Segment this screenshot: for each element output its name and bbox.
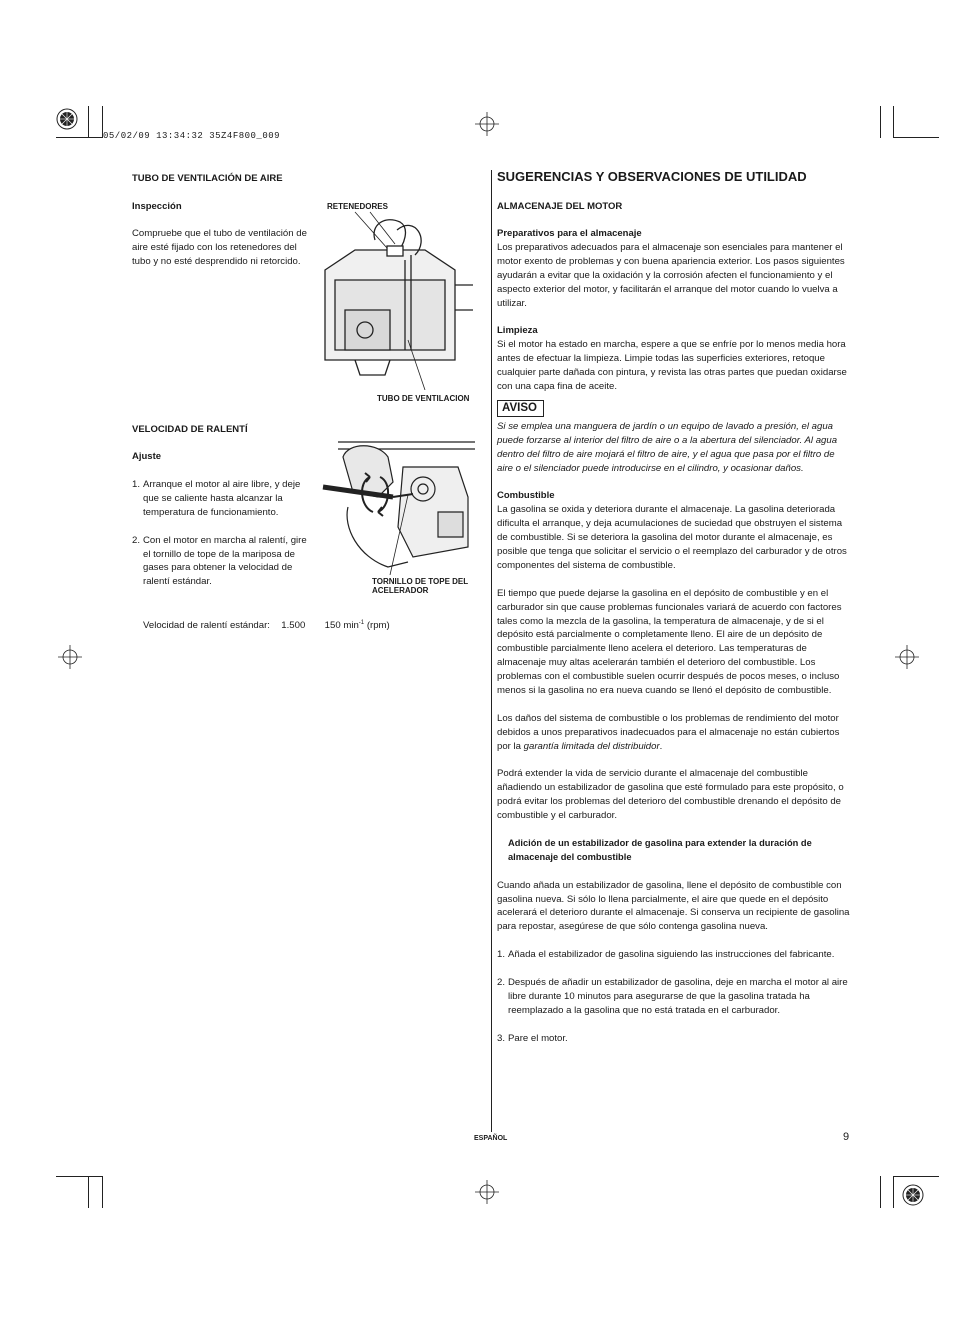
figure-label-vent-tube: TUBO DE VENTILACION: [377, 394, 470, 403]
right-body: [497, 227, 852, 1046]
notice-text: Si se emplea una manguera de jardín o un equipo de lavado a presión, el agua puede forzarse al interior del filtro de aire o a la abertura del silenciador. Al agua dentro del filtro de aire mojará el filtro de aire, y el agua que pasa por el filtro de aire o el silenciador puede introducirse en el cilindro, y ocasionar daños.: [497, 420, 838, 474]
clean-title: Limpieza: [497, 325, 538, 337]
page-number: 9: [843, 1131, 850, 1143]
inspection-text: Compruebe que el tubo de ventilación de aire esté fijado con los retenedores del tubo y no esté desprendido ni retorcido.: [132, 228, 307, 267]
fuel-paragraph-2: El tiempo que puede dejarse la gasolina en el depósito de combustible y en el carburador sin que cause problemas funcionales variará de acuerdo con factores tales como la mezcla de la gasolina, la temperatura de almacenaje, y de si el depósito está parcialmente o completamente lleno. El aire de un depósito de combustible parcialmente lleno acelera el deterioro. Las temperaturas de almacenaje muy altas acelerarán también el deterioro del combustible. Los problemas con el combustible suelen ocurrir después de pocos meses, o incluso menos si la gasolina no era nueva cuando se llenó el depósito de combustible.: [497, 587, 842, 697]
ventilation-tube-figure: [315, 210, 475, 390]
fuel-paragraph-4: Podrá extender la vida de servicio durante el almacenaje del combustible añadiendo un estabilizador de gasolina que esté formulado para este propósito, o podrá evitar los problemas del deterioro del combustible drenando el depósito de combustible y el carburador.: [497, 768, 844, 822]
registration-target-icon: [902, 1184, 924, 1206]
print-slug: 05/02/09 13:34:32 35Z4F800_009: [103, 131, 281, 141]
figure-label-retainers: RETENEDORES: [327, 202, 388, 211]
list-item: 2. Después de añadir un estabilizador de gasolina, deje en marcha el motor al aire libre durante 10 minutos para asegurarse de que la gasolina tratada ha reemplazado a la gasolina que no está tratada en el carburador.: [497, 976, 848, 1016]
crosshair-icon: [475, 112, 499, 136]
idle-steps-list: [132, 478, 307, 603]
list-item: 3. Pare el motor.: [497, 1032, 568, 1044]
column-divider: [491, 170, 492, 1132]
registration-target-icon: [56, 108, 78, 130]
fuel-paragraph-3: Los daños del sistema de combustible o los problemas de rendimiento del motor debidos a unos preparativos inadecuados para el almacenaje no están cubiertos por la garantía limitada del distribuidor.: [497, 712, 840, 752]
section-subtitle-adjust: Ajuste: [132, 451, 162, 462]
idle-spec: [143, 617, 390, 633]
subhead-engine-storage: ALMACENAJE DEL MOTOR: [497, 201, 623, 212]
section-subtitle-inspection: Inspección: [132, 201, 182, 212]
spec-unit-sup: -1: [358, 620, 365, 626]
crosshair-icon: [475, 1180, 499, 1204]
page-title: SUGERENCIAS Y OBSERVACIONES DE UTILIDAD: [497, 169, 807, 184]
stabilizer-title: Adición de un estabilizador de gasolina para extender la duración de almacenaje del combustible: [508, 837, 812, 862]
clean-text: Si el motor ha estado en marcha, espere a que se enfríe por lo menos media hora antes de efectuar la limpieza. Limpie todas las superficies exteriores, retoque cualquier parte dañada con pintura, y revista las otras partes que puedan oxidarse con una capa fina de aceite.: [497, 339, 847, 392]
crosshair-icon: [895, 645, 919, 669]
section-title-idle-speed: VELOCIDAD DE RALENTÍ: [132, 424, 248, 435]
throttle-stop-screw-figure: [318, 437, 475, 575]
list-item: 1. Añada el estabilizador de gasolina siguiendo las instrucciones del fabricante.: [497, 949, 835, 961]
notice-badge: AVISO: [497, 400, 544, 417]
stabilizer-text: Cuando añada un estabilizador de gasolina, llene el depósito de combustible con gasolina nueva. Si sólo lo llena parcialmente, el aire que quede en el depósito acelerará el deterioro durante el almacenaje. Si conserva un recipiente de gasolina para repostar, asegúrese de que sólo contenga gasolina nueva.: [497, 879, 850, 933]
prep-title: Preparativos para el almacenaje: [497, 228, 642, 239]
fuel-paragraph-1: La gasolina se oxida y deteriora durante el almacenaje. La gasolina deteriorada dificulta el arranque, y deja acumulaciones de suciedad que obstruyen el sistema de combustible. Si se deteriora la gasolina del motor durante el almacenaje, es posible que tenga que solicitar el servicio o el reemplazo del carburador y de otros componentes del sistema de combustible.: [497, 504, 847, 571]
spec-value: 1.500: [281, 620, 306, 632]
spec-rpm: (rpm): [366, 620, 390, 632]
spec-label: Velocidad de ralentí estándar:: [143, 620, 270, 632]
list-item: 1. Arranque el motor al aire libre, y deje que se caliente hasta alcanzar la temperatura de funcionamiento.: [132, 479, 301, 518]
prep-text: Los preparativos adecuados para el almacenaje son esenciales para mantener el motor exento de problemas y con buena apariencia exterior. Los pasos siguientes ayudarán a evitar que la oxidación y la corrosión afecten el funcionamiento y el aspecto exterior del motor, y facilitarán el arranque del motor cuando lo vuelva a utilizar.: [497, 241, 845, 309]
spec-unit: 150 min: [324, 620, 359, 632]
footer-language: ESPAÑOL: [474, 1135, 508, 1142]
figure-label-throttle-screw: TORNILLO DE TOPE DEL ACELERADOR: [372, 577, 469, 595]
storage-steps-list: [497, 948, 852, 1045]
list-item: 2. Con el motor en marcha al ralentí, gire el tornillo de tope de la mariposa de gases para obtener la velocidad de ralentí estándar.: [132, 534, 307, 588]
crosshair-icon: [58, 645, 82, 669]
fuel-title: Combustible: [497, 490, 555, 502]
section-title-ventilation: TUBO DE VENTILACIÓN DE AIRE: [132, 173, 283, 184]
